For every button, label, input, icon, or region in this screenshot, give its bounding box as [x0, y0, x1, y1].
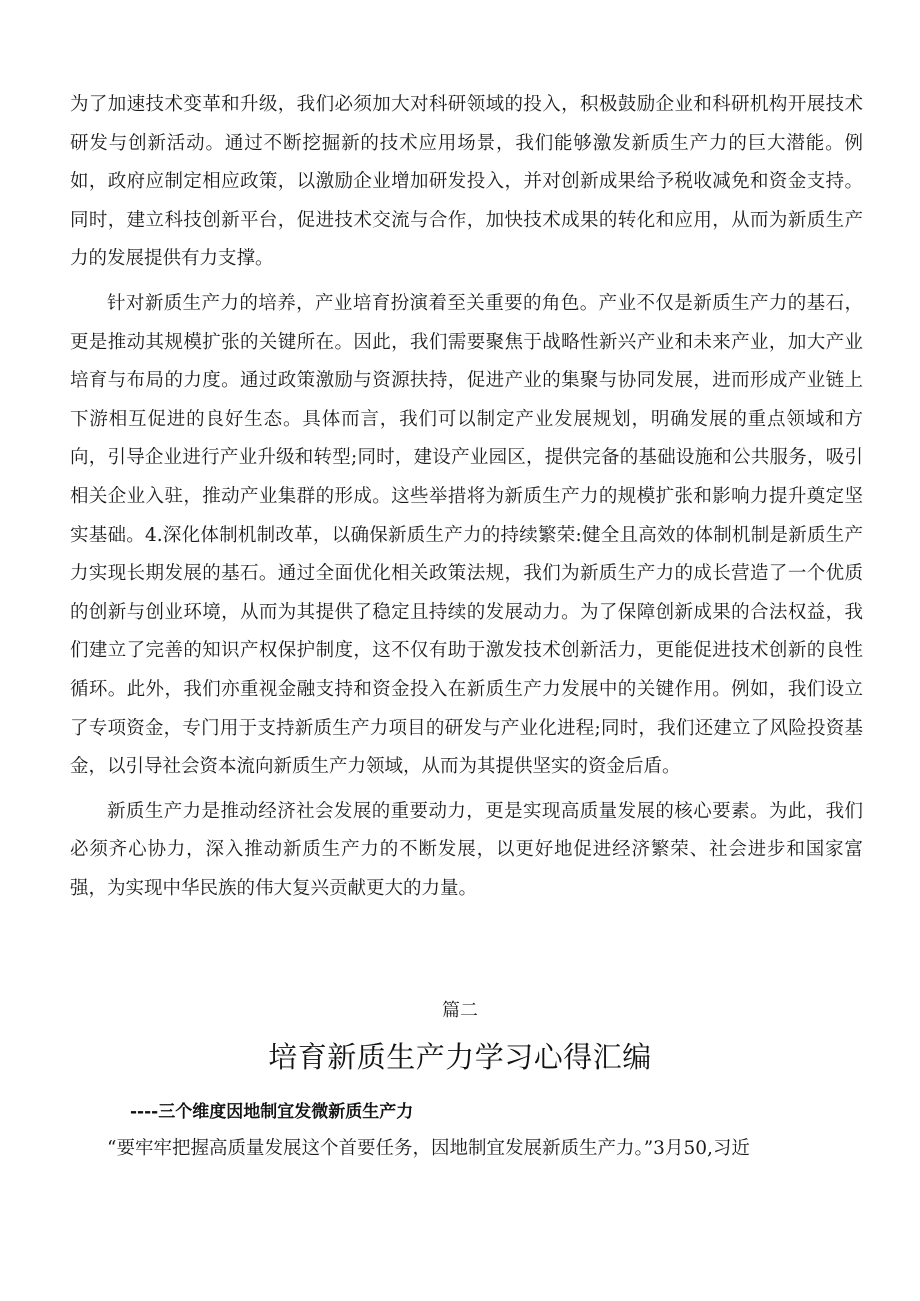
document-title: 培育新质生产力学习心得汇编: [268, 1040, 652, 1074]
body-text: [70, 86, 863, 914]
paragraph-1: 为了加速技术变革和升级，我们必须加大对科研领域的投入，积极鼓励企业和科研机构开展技术研发与创新活动。通过不断挖掘新的技术应用场景，我们能够激发新质生产力的巨大潜能。例如，政府应制定相应政策，以激励企业增加研发投入，并对创新成果给予税收减免和资金支持。同时，建立科技创新平台，促进技术交流与合作，加快技术成果的转化和应用，从而为新质生产力的发展提供有力支撑。: [70, 94, 863, 270]
section-label: 篇二: [442, 1000, 478, 1021]
document-subtitle: ----三个维度因地制宜发微新质生产力: [130, 1102, 414, 1122]
paragraph-2: 针对新质生产力的培养，产业培育扮演着至关重要的角色。产业不仅是新质生产力的基石，更是推动其规模扩张的关键所在。因此，我们需要聚焦于战略性新兴产业和未来产业，加大产业培育与布局的力度。通过政策激励与资源扶持，促进产业的集聚与协同发展，进而形成产业链上下游相互促进的良好生态。具体而言，我们可以制定产业发展规划，明确发展的重点领域和方向，引导企业进行产业升级和转型;同时，建设产业园区，提供完备的基础设施和公共服务，吸引相关企业入驻，推动产业集群的形成。这些举措将为新质生产力的规模扩张和影响力提升奠定坚实基础。4.深化体制机制改革，以确保新质生产力的持续繁荣:健全且高效的体制机制是新质生产力实现长期发展的基石。通过全面优化相关政策法规，我们为新质生产力的成长营造了一个优质的创新与创业环境，从而为其提供了稳定且持续的发展动力。为了保障创新成果的合法权益，我们建立了完善的知识产权保护制度，这不仅有助于激发技术创新活力，更能促进技术创新的良性循环。此外，我们亦重视金融支持和资金投入在新质生产力发展中的关键作用。例如，我们设立了专项资金，专门用于支持新质生产力项目的研发与产业化进程;同时，我们还建立了风险投资基金，以引导社会资本流向新质生产力领域，从而为其提供坚实的资金后盾。: [70, 292, 863, 778]
paragraph-3: 新质生产力是推动经济社会发展的重要动力，更是实现高质量发展的核心要素。为此，我们必须齐心协力，深入推动新质生产力的不断发展，以更好地促进经济繁荣、社会进步和国家富强，为实现中华民族的伟大复兴贡献更大的力量。: [70, 800, 863, 899]
quote-paragraph: “要牢牢把握高质量发展这个首要任务，因地制宜发展新质生产力。”3月50,习近: [107, 1138, 750, 1159]
